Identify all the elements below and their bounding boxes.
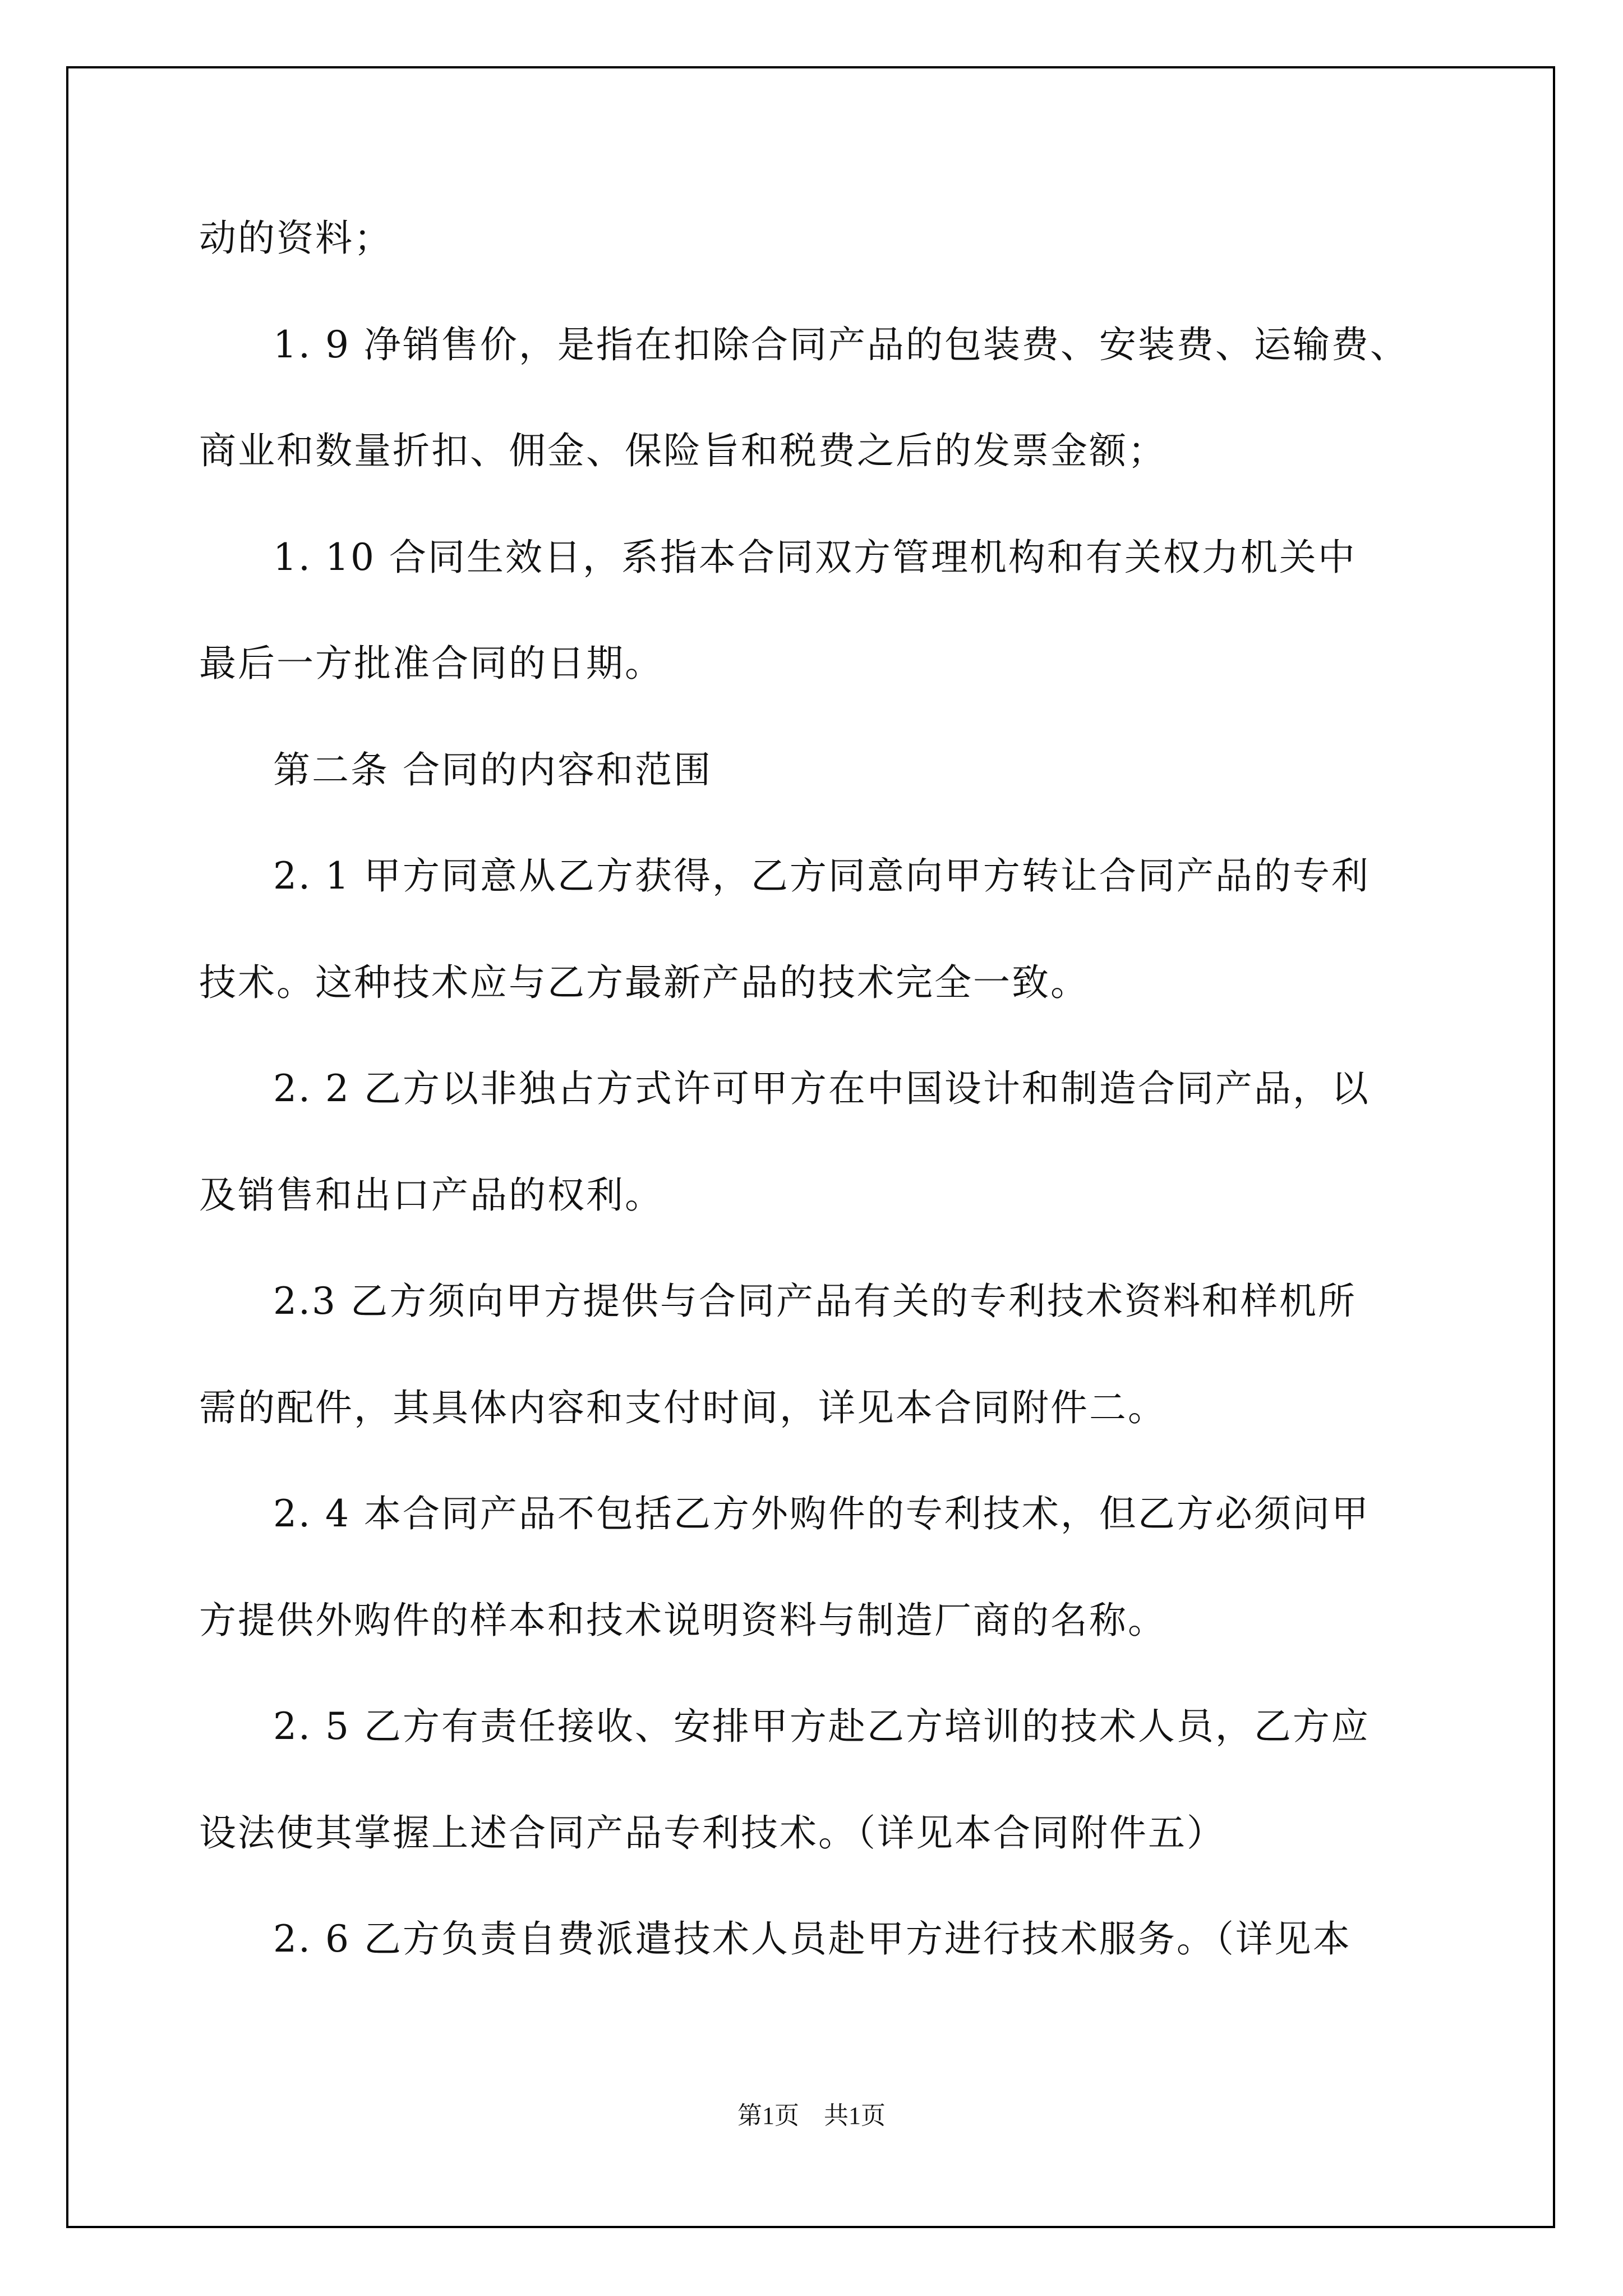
clause-1-9: 1. 9 净销售价，是指在扣除合同产品的包装费、安装费、运输费、 [273,323,1409,366]
clause-2-2: 2. 2 乙方以非独占方式许可甲方在中国设计和制造合同产品，以 [273,1067,1370,1110]
text-line: 技术。这种技术应与乙方最新产品的技术完全一致。 [199,960,1089,1004]
section-heading: 第二条 合同的内容和范围 [273,748,712,792]
clause-2-5: 2. 5 乙方有责任接收、安排甲方赴乙方培训的技术人员，乙方应 [273,1705,1370,1748]
text-line: 设法使其掌握上述合同产品专利技术。（详见本合同附件五） [199,1811,1225,1855]
text-line: 需的配件，其具体内容和支付时间，详见本合同附件二。 [199,1386,1166,1429]
text-line: 最后一方批准合同的日期。 [199,642,663,685]
page-number-footer: 第1页 共1页 [737,2102,886,2129]
clause-2-4: 2. 4 本合同产品不包括乙方外购件的专利技术，但乙方必须问甲 [273,1492,1370,1535]
clause-2-3: 2.3 乙方须向甲方提供与合同产品有关的专利技术资料和样机所 [273,1280,1357,1323]
text-line: 商业和数量折扣、佣金、保险旨和税费之后的发票金额； [199,429,1166,472]
text-line: 方提供外购件的样本和技术说明资料与制造厂商的名称。 [199,1598,1166,1642]
document-body [199,185,1450,1993]
clause-2-6: 2. 6 乙方负责自费派遣技术人员赴甲方进行技术服务。（详见本 [273,1917,1352,1961]
clause-1-10: 1. 10 合同生效日，系指本合同双方管理机构和有关权力机关中 [273,535,1357,579]
clause-2-1: 2. 1 甲方同意从乙方获得，乙方同意向甲方转让合同产品的专利 [273,854,1370,898]
text-line: 动的资料； [199,217,393,260]
text-line: 及销售和出口产品的权利。 [199,1173,663,1217]
